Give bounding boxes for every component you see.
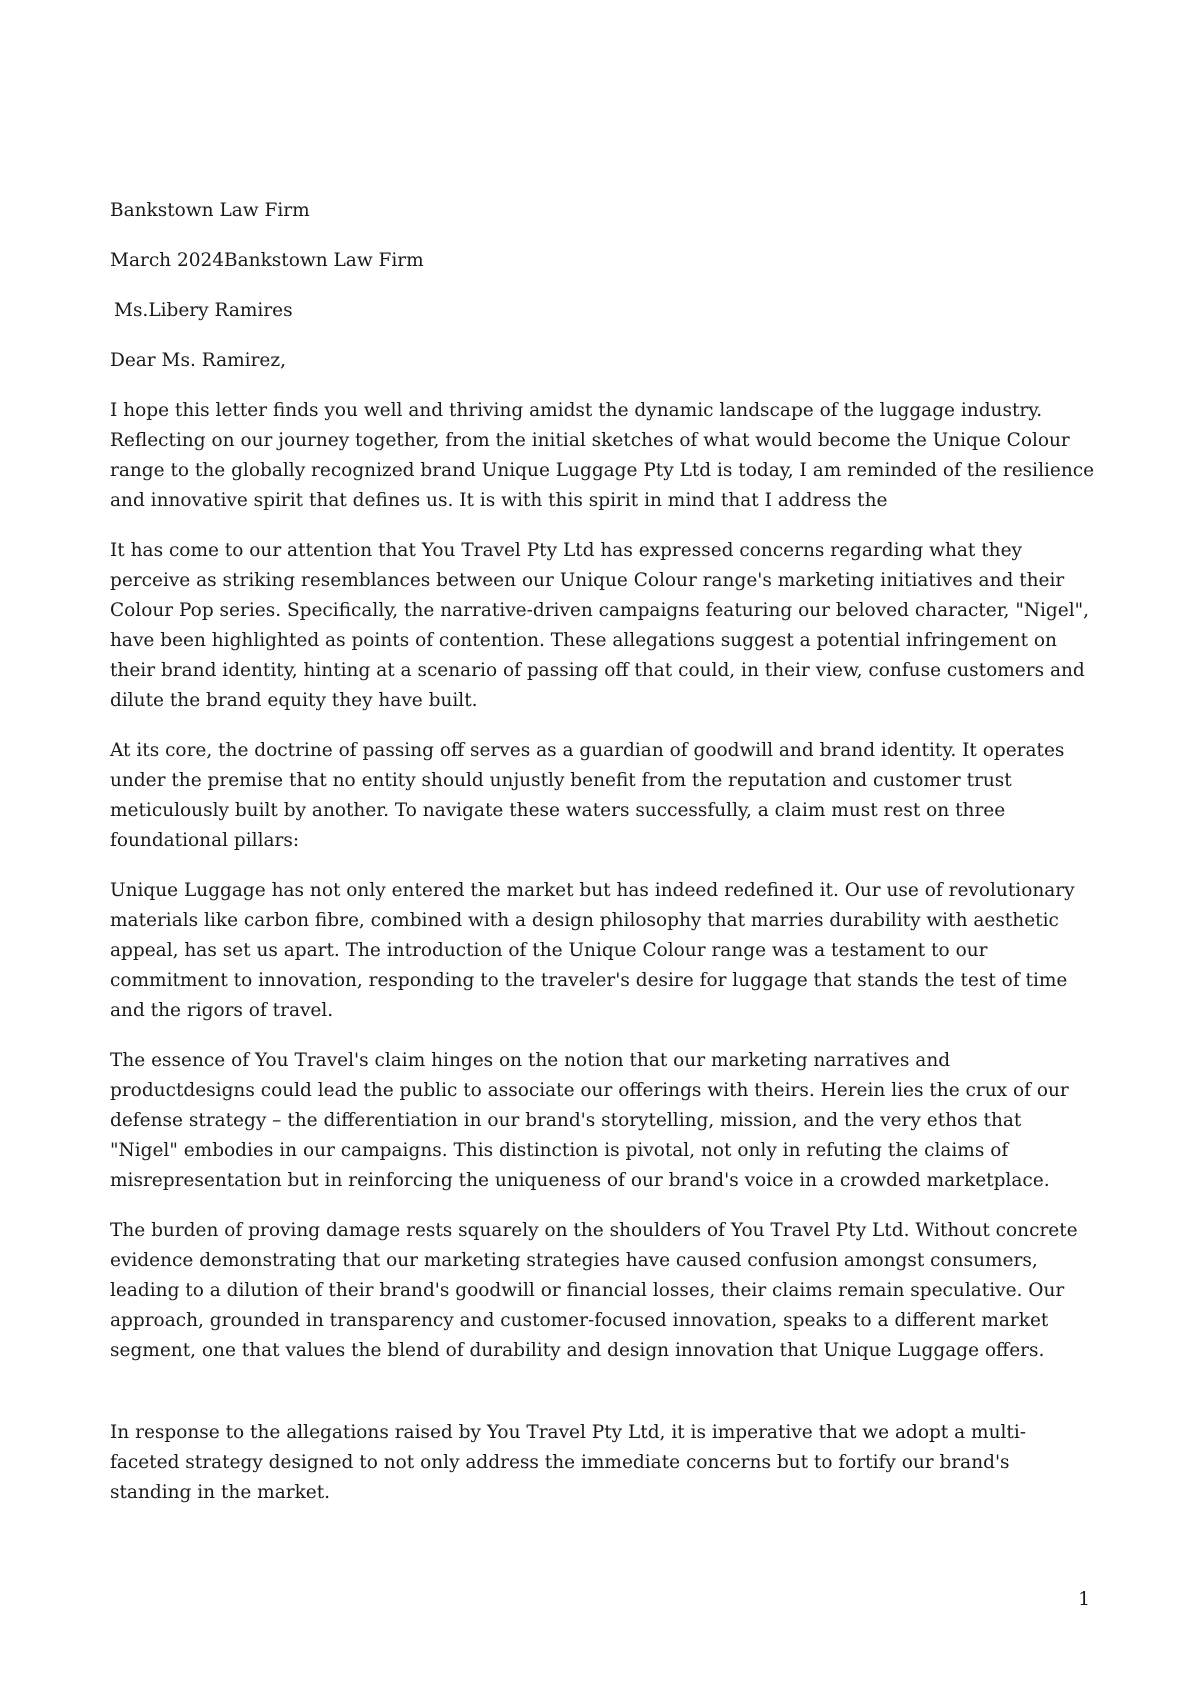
date-line: March 2024Bankstown Law Firm (110, 250, 424, 271)
paragraph-damage: The burden of proving damage rests squarely on the shoulders of You Travel Pty Ltd. Without concrete evidence demonstrating that our marketing strategies have caused confusion amongst consumers, leading to a dilution of their brand's goodwill or financial losses, their claims remain speculative. Our approach, grounded in transparency and customer-focused innovation, speaks to a different market segment, one that values the blend of durability and design innovation that Unique Luggage offers. (110, 1220, 1078, 1361)
letter-body (110, 196, 1095, 1528)
paragraph-intro: I hope this letter finds you well and thriving amidst the dynamic landscape of the luggage industry. Reflecting on our journey together, from the initial sketches of what would become the Unique Colour range to the globally recognized brand Unique Luggage Pty Ltd is today, I am reminded of the resilience and innovative spirit that defines us. It is with this spirit in mind that I address the (110, 400, 1095, 511)
page-number: 1 (1078, 1589, 1090, 1610)
recipient-name: Ms.Libery Ramires (114, 300, 293, 321)
paragraph-goodwill: Unique Luggage has not only entered the market but has indeed redefined it. Our use of revolutionary materials like carbon fibre, combined with a design philosophy that marries durability with aesthetic appeal, has set us apart. The introduction of the Unique Colour range was a testament to our commitment to innovation, responding to the traveler's desire for luggage that stands the test of time and the rigors of travel. (110, 880, 1075, 1021)
paragraph-doctrine: At its core, the doctrine of passing off serves as a guardian of goodwill and brand identity. It operates under the premise that no entity should unjustly benefit from the reputation and customer trust meticulously built by another. To navigate these waters successfully, a claim must rest on three foundational pillars: (110, 740, 1065, 851)
paragraph-misrepresentation: The essence of You Travel's claim hinges on the notion that our marketing narratives and productdesigns could lead the public to associate our offerings with theirs. Herein lies the crux of our defense strategy – the differentiation in our brand's storytelling, mission, and the very ethos that "Nigel" embodies in our campaigns. This distinction is pivotal, not only in refuting the claims of misrepresentation but in reinforcing the uniqueness of our brand's voice in a crowded marketplace. (110, 1050, 1069, 1191)
paragraph-strategy: In response to the allegations raised by You Travel Pty Ltd, it is imperative that we adopt a multi-faceted strategy designed to not only address the immediate concerns but to fortify our brand's standing in the market. (110, 1422, 1027, 1503)
salutation: Dear Ms. Ramirez, (110, 350, 286, 371)
paragraph-allegations: It has come to our attention that You Travel Pty Ltd has expressed concerns regarding what they perceive as striking resemblances between our Unique Colour range's marketing initiatives and their Colour Pop series. Specifically, the narrative-driven campaigns featuring our beloved character, "Nigel", have been highlighted as points of contention. These allegations suggest a potential infringement on their brand identity, hinting at a scenario of passing off that could, in their view, confuse customers and dilute the brand equity they have built. (110, 540, 1090, 711)
sender-name: Bankstown Law Firm (110, 200, 310, 221)
